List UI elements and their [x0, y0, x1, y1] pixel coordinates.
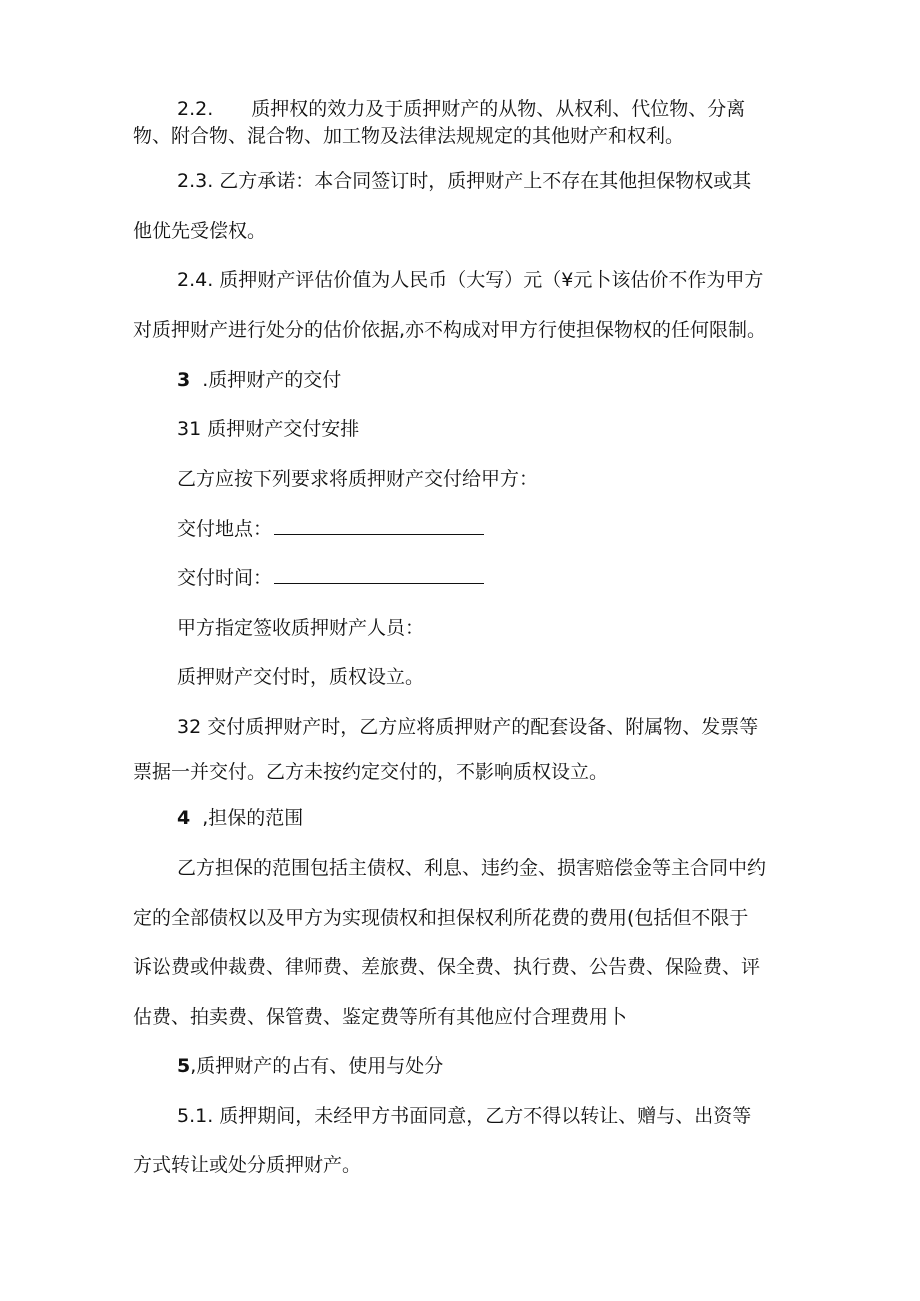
- section-4-title: ,担保的范围: [202, 807, 304, 829]
- section-5-number: 5: [177, 1055, 191, 1077]
- delivery-place-row: [177, 516, 484, 542]
- clause-5-1-line-1: 5.1. 质押期间，未经甲方书面同意，乙方不得以转让、赠与、出资等: [177, 1105, 752, 1127]
- clause-3-1-requirement: 乙方应按下列要求将质押财产交付给甲方：: [177, 468, 539, 490]
- section-4-number: 4: [177, 807, 191, 829]
- section-3-number: 3: [177, 369, 191, 391]
- clause-2-3-line-2: 他优先受偿权。: [133, 220, 267, 242]
- clause-3-2-line-2: 票据一并交付。乙方未按约定交付的，不影响质权设立。: [133, 761, 609, 783]
- section-3-heading: [177, 367, 341, 393]
- scope-line-1: 乙方担保的范围包括主债权、利息、违约金、损害赔偿金等主合同中约: [177, 857, 767, 879]
- delivery-time-row: [177, 565, 484, 591]
- section-5-title: ,质押财产的占有、使用与处分: [190, 1055, 444, 1077]
- delivery-time-blank: [274, 567, 484, 584]
- clause-2-2-line-2: 物、附合物、混合物、加工物及法律法规规定的其他财产和权利。: [133, 125, 685, 147]
- clause-2-4-line-1: 2.4. 质押财产评估价值为人民币（大写）元（¥元卜该估价不作为甲方: [177, 269, 764, 291]
- designated-signer-label: 甲方指定签收质押财产人员：: [177, 617, 425, 639]
- clause-2-4-line-2: 对质押财产进行处分的估价依据,亦不构成对甲方行使担保物权的任何限制。: [133, 319, 767, 341]
- clause-2-3-line-1: 2.3. 乙方承诺：本合同签订时，质押财产上不存在其他担保物权或其: [177, 170, 752, 192]
- section-5-heading: [177, 1053, 443, 1079]
- pledge-established-text: 质押财产交付时，质权设立。: [177, 666, 425, 688]
- delivery-time-label: 交付时间：: [177, 567, 273, 589]
- scope-line-4: 估费、拍卖费、保管费、鉴定费等所有其他应付合理费用卜: [133, 1006, 628, 1028]
- scope-line-2: 定的全部债权以及甲方为实现债权和担保权利所花费的费用(包括但不限于: [133, 907, 749, 929]
- scope-line-3: 诉讼费或仲裁费、律师费、差旅费、保全费、执行费、公告费、保险费、评: [133, 956, 761, 978]
- clause-2-2-text: 质押权的效力及于质押财产的从物、从权利、代位物、分离: [251, 98, 746, 120]
- clause-5-1-line-2: 方式转让或处分质押财产。: [133, 1154, 362, 1176]
- clause-2-2-number: 2.2.: [177, 98, 214, 120]
- delivery-place-blank: [274, 518, 484, 535]
- delivery-place-label: 交付地点：: [177, 518, 273, 540]
- clause-3-1-title: 31 质押财产交付安排: [177, 418, 360, 440]
- clause-3-2-line-1: 32 交付质押财产时，乙方应将质押财产的配套设备、附属物、发票等: [177, 716, 759, 738]
- section-3-title: .质押财产的交付: [202, 369, 342, 391]
- section-4-heading: [177, 805, 303, 831]
- clause-2-2-line-1: [177, 96, 745, 122]
